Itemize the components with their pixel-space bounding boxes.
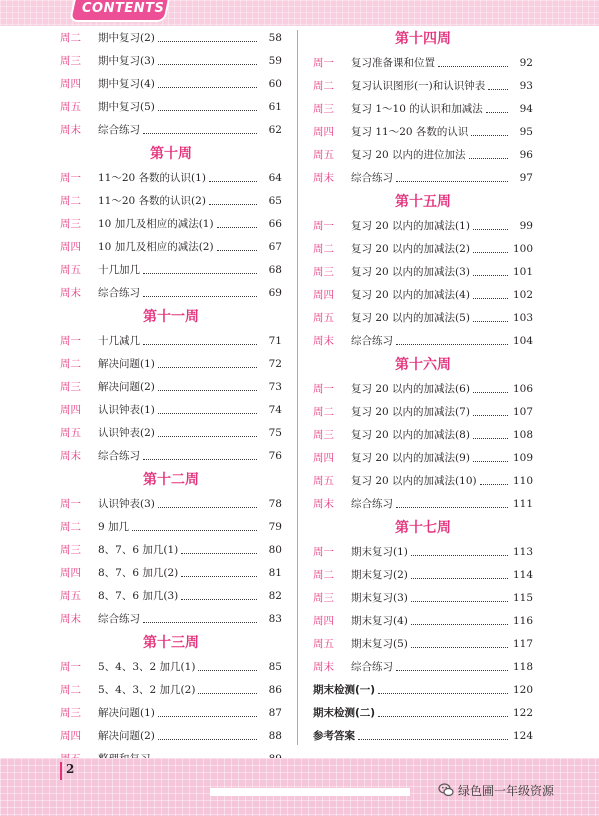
topic-title: 8、7、6 加几(2) <box>98 567 179 579</box>
dot-leader <box>158 389 257 391</box>
page-ref: 108 <box>512 428 533 441</box>
day-label: 周四 <box>60 404 81 416</box>
topic-title: 期中复习(2) <box>98 32 155 44</box>
day-label: 周末 <box>313 498 334 510</box>
topic-title: 10 加几及相应的减法(2) <box>98 241 214 253</box>
topic-title: 复习 20 以内的加减法(8) <box>351 429 470 441</box>
page-ref: 114 <box>512 568 533 581</box>
day-label: 周二 <box>60 358 81 370</box>
page-ref: 65 <box>268 194 282 207</box>
dot-leader <box>158 40 257 42</box>
day-label: 周四 <box>60 730 81 742</box>
day-label: 周二 <box>313 406 334 418</box>
toc-entry <box>60 421 282 444</box>
topic-title: 复习 20 以内的进位加法 <box>351 149 466 161</box>
day-label: 周五 <box>313 475 334 487</box>
toc-entry <box>60 166 282 189</box>
topic-title: 期中复习(4) <box>98 78 155 90</box>
day-label: 周四 <box>60 78 81 90</box>
page-ref: 92 <box>519 56 533 69</box>
topic-title: 期中复习(5) <box>98 101 155 113</box>
page-ref: 99 <box>519 219 533 232</box>
toc-entry <box>313 540 533 563</box>
dot-leader <box>181 575 257 577</box>
day-label: 周三 <box>313 103 334 115</box>
day-label: 周三 <box>60 55 81 67</box>
page-ref: 118 <box>512 660 533 673</box>
page-ref: 101 <box>512 265 533 278</box>
page-ref: 69 <box>268 286 282 299</box>
page-ref: 86 <box>268 683 282 696</box>
page-ref: 59 <box>268 54 282 67</box>
topic-title: 综合练习 <box>351 661 393 673</box>
contents-tab-label: CONTENTS <box>82 1 165 16</box>
dot-leader <box>158 412 257 414</box>
topic-title: 期末复习(5) <box>351 638 408 650</box>
topic-title: 综合练习 <box>98 450 140 462</box>
topic-title: 综合练习 <box>98 613 140 625</box>
toc-entry <box>313 377 533 400</box>
topic-title: 5、4、3、2 加几(1) <box>98 661 196 673</box>
day-label: 周五 <box>60 101 81 113</box>
dot-leader <box>143 295 257 297</box>
page-ref: 83 <box>268 612 282 625</box>
dot-leader <box>471 134 508 136</box>
topic-title: 综合练习 <box>98 124 140 136</box>
day-label: 周三 <box>60 544 81 556</box>
day-label: 周二 <box>60 32 81 44</box>
toc-entry <box>313 492 533 515</box>
toc-entry <box>60 118 282 141</box>
topic-title: 综合练习 <box>351 498 393 510</box>
dot-leader <box>473 251 508 253</box>
topic-title: 期末复习(1) <box>351 546 408 558</box>
day-label: 周一 <box>60 335 81 347</box>
dot-leader <box>181 598 257 600</box>
dot-leader <box>378 692 508 694</box>
topic-title: 认识钟表(1) <box>98 404 155 416</box>
page-ref: 110 <box>512 474 533 487</box>
dot-leader <box>143 272 257 274</box>
day-label: 周五 <box>313 149 334 161</box>
topic-title: 解决问题(1) <box>98 707 155 719</box>
topic-title: 解决问题(1) <box>98 358 155 370</box>
page-ref: 96 <box>519 148 533 161</box>
page-number: 2 <box>60 762 82 780</box>
toc-entry <box>313 97 533 120</box>
dot-leader <box>358 738 508 740</box>
dot-leader <box>411 600 508 602</box>
topic-title: 综合练习 <box>351 335 393 347</box>
dot-leader <box>473 437 508 439</box>
topic-title: 综合练习 <box>351 172 393 184</box>
day-label: 周一 <box>313 546 334 558</box>
toc-entry <box>60 701 282 724</box>
toc-entry <box>60 724 282 747</box>
toc-entry <box>60 538 282 561</box>
page-ref: 88 <box>268 729 282 742</box>
dot-leader <box>132 529 257 531</box>
week-heading: 第十二周 <box>143 472 199 488</box>
page-ref: 100 <box>512 242 533 255</box>
topic-title: 8、7、6 加几(3) <box>98 590 179 602</box>
page-ref: 74 <box>268 403 282 416</box>
topic-title: 期末复习(4) <box>351 615 408 627</box>
page-ref: 66 <box>268 217 282 230</box>
dot-leader <box>158 435 257 437</box>
toc-entry <box>313 469 533 492</box>
page-ref: 80 <box>268 543 282 556</box>
topic-title: 复习 20 以内的加减法(5) <box>351 312 470 324</box>
page-ref: 102 <box>512 288 533 301</box>
dot-leader <box>209 203 257 205</box>
dot-leader <box>158 715 257 717</box>
page-ref: 62 <box>268 123 282 136</box>
toc-right-column <box>313 26 533 747</box>
day-label: 周一 <box>313 57 334 69</box>
toc-entry <box>313 283 533 306</box>
day-label: 周三 <box>313 429 334 441</box>
toc-entry <box>313 306 533 329</box>
day-label: 周末 <box>60 613 81 625</box>
dot-leader <box>411 554 508 556</box>
page-ref: 72 <box>268 357 282 370</box>
dot-leader <box>143 132 257 134</box>
toc-entry <box>60 49 282 72</box>
dot-leader <box>209 180 257 182</box>
page-ref: 93 <box>519 79 533 92</box>
topic-title: 11～20 各数的认识(1) <box>98 172 206 184</box>
day-label: 周三 <box>60 707 81 719</box>
toc-entry <box>313 51 533 74</box>
day-label: 周三 <box>60 218 81 230</box>
toc-entry <box>60 655 282 678</box>
page-ref: 107 <box>512 405 533 418</box>
page-ref: 97 <box>519 171 533 184</box>
topic-title: 期末复习(2) <box>351 569 408 581</box>
toc-entry <box>60 375 282 398</box>
topic-title: 解决问题(2) <box>98 381 155 393</box>
toc-entry <box>313 655 533 678</box>
toc-entry <box>313 632 533 655</box>
topic-title: 期末检测(一) <box>313 684 376 696</box>
day-label: 周末 <box>60 450 81 462</box>
toc-entry <box>60 492 282 515</box>
day-label: 周二 <box>60 684 81 696</box>
dot-leader <box>143 458 257 460</box>
page-ref: 87 <box>268 706 282 719</box>
day-label: 周末 <box>60 124 81 136</box>
dot-leader <box>411 577 508 579</box>
dot-leader <box>158 738 257 740</box>
topic-title: 复习 20 以内的加减法(4) <box>351 289 470 301</box>
topic-title: 复习 20 以内的加减法(10) <box>351 475 477 487</box>
topic-title: 复习 1～10 的认识和加减法 <box>351 103 483 115</box>
toc-entry <box>60 444 282 467</box>
dot-leader <box>217 226 257 228</box>
dot-leader <box>217 249 257 251</box>
topic-title: 期末复习(3) <box>351 592 408 604</box>
day-label: 周三 <box>313 592 334 604</box>
topic-title: 解决问题(2) <box>98 730 155 742</box>
page-ref: 85 <box>268 660 282 673</box>
day-label: 周四 <box>313 452 334 464</box>
toc-entry <box>313 724 533 747</box>
toc-entry <box>313 400 533 423</box>
page-ref: 104 <box>512 334 533 347</box>
column-divider <box>297 30 298 745</box>
day-label: 周一 <box>313 383 334 395</box>
day-label: 周一 <box>313 220 334 232</box>
toc-entry <box>313 237 533 260</box>
dot-leader <box>473 320 508 322</box>
dot-leader <box>473 297 508 299</box>
dot-leader <box>396 343 508 345</box>
topic-title: 8、7、6 加几(1) <box>98 544 179 556</box>
dot-leader <box>486 111 508 113</box>
page-ref: 67 <box>268 240 282 253</box>
dot-leader <box>488 88 508 90</box>
toc-entry <box>60 561 282 584</box>
toc-entry <box>313 120 533 143</box>
day-label: 周末 <box>313 661 334 673</box>
toc-entry <box>60 26 282 49</box>
topic-title: 认识钟表(2) <box>98 427 155 439</box>
dot-leader <box>158 366 257 368</box>
dot-leader <box>378 715 508 717</box>
page-ref: 79 <box>268 520 282 533</box>
dot-leader <box>396 506 508 508</box>
toc-entry <box>313 166 533 189</box>
page-ref: 103 <box>512 311 533 324</box>
page-ref: 58 <box>268 31 282 44</box>
week-heading: 第十一周 <box>143 309 199 325</box>
page-ref: 82 <box>268 589 282 602</box>
toc-entry <box>60 607 282 630</box>
dot-leader <box>198 669 257 671</box>
topic-title: 11～20 各数的认识(2) <box>98 195 206 207</box>
day-label: 周二 <box>60 195 81 207</box>
dot-leader <box>411 623 508 625</box>
toc-entry <box>313 214 533 237</box>
day-label: 周五 <box>313 638 334 650</box>
dot-leader <box>198 692 257 694</box>
toc-entry <box>313 701 533 724</box>
toc-entry <box>313 260 533 283</box>
topic-title: 十几加几 <box>98 264 140 276</box>
page-ref: 117 <box>512 637 533 650</box>
day-label: 周二 <box>313 569 334 581</box>
page-ref: 60 <box>268 77 282 90</box>
day-label: 周五 <box>313 312 334 324</box>
toc-entry <box>313 423 533 446</box>
toc-entry <box>313 329 533 352</box>
dot-leader <box>411 646 508 648</box>
page-ref: 106 <box>512 382 533 395</box>
topic-title: 十几减几 <box>98 335 140 347</box>
topic-title: 复习 20 以内的加减法(3) <box>351 266 470 278</box>
dot-leader <box>181 552 257 554</box>
toc-entry <box>60 258 282 281</box>
page-ref: 113 <box>512 545 533 558</box>
topic-title: 复习 20 以内的加减法(9) <box>351 452 470 464</box>
toc-entry <box>313 678 533 701</box>
day-label: 周四 <box>313 126 334 138</box>
topic-title: 复习 20 以内的加减法(1) <box>351 220 470 232</box>
page-ref: 94 <box>519 102 533 115</box>
dot-leader <box>396 180 508 182</box>
topic-title: 期中复习(3) <box>98 55 155 67</box>
week-heading: 第十三周 <box>143 635 199 651</box>
page-ref: 109 <box>512 451 533 464</box>
toc-entry <box>313 586 533 609</box>
week-heading: 第十七周 <box>395 520 451 536</box>
toc-entry <box>60 281 282 304</box>
dot-leader <box>158 506 257 508</box>
toc-entry <box>60 329 282 352</box>
topic-title: 复习认识图形(一)和认识钟表 <box>351 80 486 92</box>
day-label: 周四 <box>60 567 81 579</box>
dot-leader <box>480 483 508 485</box>
topic-title: 9 加几 <box>98 521 130 533</box>
toc-entry <box>313 563 533 586</box>
day-label: 周末 <box>313 172 334 184</box>
toc-entry <box>60 515 282 538</box>
page-ref: 120 <box>512 683 533 696</box>
page-ref: 68 <box>268 263 282 276</box>
wechat-icon <box>438 782 454 798</box>
topic-title: 复习 20 以内的加减法(6) <box>351 383 470 395</box>
watermark-text: 绿色圃一年级资源 <box>458 783 555 798</box>
day-label: 周五 <box>60 427 81 439</box>
dot-leader <box>473 274 508 276</box>
day-label: 周二 <box>313 80 334 92</box>
toc-entry <box>313 446 533 469</box>
page-ref: 71 <box>268 334 282 347</box>
toc-entry <box>60 95 282 118</box>
dot-leader <box>143 621 257 623</box>
page-ref: 64 <box>268 171 282 184</box>
page-ref: 73 <box>268 380 282 393</box>
toc-entry <box>313 74 533 97</box>
day-label: 周四 <box>313 289 334 301</box>
page-ref: 95 <box>519 125 533 138</box>
dot-leader <box>143 343 257 345</box>
toc-entry <box>60 189 282 212</box>
toc-entry <box>60 352 282 375</box>
topic-title: 复习 20 以内的加减法(7) <box>351 406 470 418</box>
page-ref: 78 <box>268 497 282 510</box>
topic-title: 5、4、3、2 加几(2) <box>98 684 196 696</box>
page-ref: 116 <box>512 614 533 627</box>
day-label: 周二 <box>313 243 334 255</box>
week-heading: 第十周 <box>150 146 192 162</box>
topic-title: 期末检测(二) <box>313 707 376 719</box>
toc-entry <box>60 584 282 607</box>
dot-leader <box>473 414 508 416</box>
page-ref: 76 <box>268 449 282 462</box>
dot-leader <box>158 63 257 65</box>
week-heading: 第十四周 <box>395 31 451 47</box>
dot-leader <box>438 65 508 67</box>
day-label: 周三 <box>313 266 334 278</box>
week-heading: 第十五周 <box>395 194 451 210</box>
topic-title: 10 加几及相应的减法(1) <box>98 218 214 230</box>
day-label: 周二 <box>60 521 81 533</box>
footer-white-bar <box>210 788 410 796</box>
page-ref: 81 <box>268 566 282 579</box>
topic-title: 复习 20 以内的加减法(2) <box>351 243 470 255</box>
dot-leader <box>469 157 508 159</box>
page-ref: 122 <box>512 706 533 719</box>
week-heading: 第十六周 <box>395 357 451 373</box>
page-ref: 111 <box>512 497 533 510</box>
toc-entry <box>313 143 533 166</box>
topic-title: 复习 11～20 各数的认识 <box>351 126 469 138</box>
page-ref: 115 <box>512 591 533 604</box>
topic-title: 认识钟表(3) <box>98 498 155 510</box>
toc-entry <box>60 235 282 258</box>
toc-entry <box>60 678 282 701</box>
toc-entry <box>60 72 282 95</box>
toc-entry <box>60 398 282 421</box>
day-label: 周四 <box>60 241 81 253</box>
day-label: 周一 <box>60 661 81 673</box>
day-label: 周一 <box>60 172 81 184</box>
day-label: 周末 <box>313 335 334 347</box>
page-ref: 61 <box>268 100 282 113</box>
toc-entry <box>313 609 533 632</box>
dot-leader <box>473 228 508 230</box>
dot-leader <box>473 391 508 393</box>
day-label: 周五 <box>60 590 81 602</box>
watermark <box>438 780 598 800</box>
day-label: 周五 <box>60 264 81 276</box>
day-label: 周四 <box>313 615 334 627</box>
page-ref: 124 <box>512 729 533 742</box>
day-label: 周末 <box>60 287 81 299</box>
toc-left-column <box>60 26 282 793</box>
dot-leader <box>473 460 508 462</box>
topic-title: 参考答案 <box>313 730 355 742</box>
topic-title: 综合练习 <box>98 287 140 299</box>
topic-title: 复习准备课和位置 <box>351 57 435 69</box>
toc-entry <box>60 212 282 235</box>
day-label: 周一 <box>60 498 81 510</box>
dot-leader <box>396 669 508 671</box>
day-label: 周三 <box>60 381 81 393</box>
dot-leader <box>158 109 257 111</box>
dot-leader <box>158 86 257 88</box>
page-ref: 75 <box>268 426 282 439</box>
